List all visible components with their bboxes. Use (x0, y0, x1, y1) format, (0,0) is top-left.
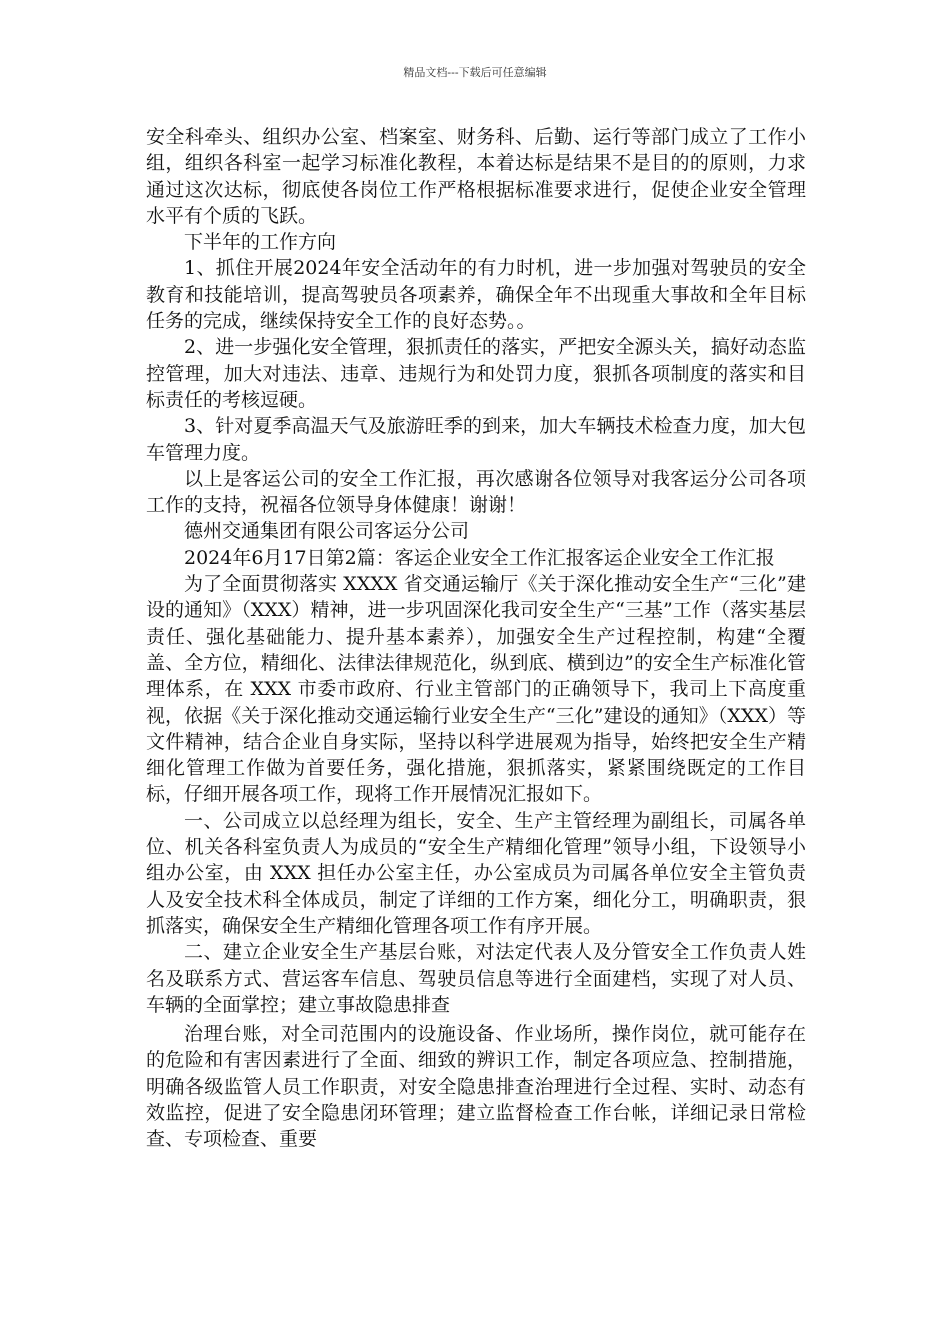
article-point-1: 一、公司成立以总经理为组长，安全、生产主管经理为副组长，司属各单位、机关各科室负责人为成员的“安全生产精细化管理”领导小组，下设领导小组办公室，由 XXX 担任办公室主任，办公室成员为司属各单位安全主管负责人及安全技术科全体成员，制定了详细的工作方案，细化分工，明确职责，狠抓落实，确保安全生产精细化管理各项工作有序开展。 (146, 809, 806, 937)
plan-item-2: 2、进一步强化安全管理，狠抓责任的落实，严把安全源头关，搞好动态监控管理，加大对违法、违章、违规行为和处罚力度，狠抓各项制度的落实和目标责任的考核逗硬。 (146, 336, 806, 411)
section-heading-second-half-plan: 下半年的工作方向 (184, 231, 337, 254)
plan-item-3: 3、针对夏季高温天气及旅游旺季的到来，加大车辆技术检查力度，加大包车管理力度。 (146, 415, 806, 464)
signature-company: 德州交通集团有限公司客运分公司 (184, 520, 470, 543)
page-header: 精品文档---下载后可任意编辑 (403, 66, 547, 79)
article-intro-paragraph: 为了全面贯彻落实 XXXX 省交通运输厅《关于深化推动安全生产“三化”建设的通知》（XXX）精神，进一步巩固深化我司安全生产“三基”工作（落实基层责任、强化基础能力、提升基本素养），加强安全生产过程控制，构建“全覆盖、全方位，精细化、法律法律规范化，纵到底、横到边”的安全生产标准化管理体系，在 XXX 市委市政府、行业主管部门的正确领导下，我司上下高度重视，依据《关于深化推动交通运输行业安全生产“三化”建设的通知》（XXX）等文件精神，结合企业自身实际，坚持以科学进展观为指导，始终把安全生产精细化管理工作做为首要任务，强化措施，狠抓落实，紧紧围绕既定的工作目标，仔细开展各项工作，现将工作开展情况汇报如下。 (146, 573, 806, 806)
article-point-2-continued: 治理台账，对全司范围内的设施设备、作业场所，操作岗位，就可能存在的危险和有害因素进行了全面、细致的辨识工作，制定各项应急、控制措施，明确各级监管人员工作职责，对安全隐患排查治理进行全过程、实时、动态有效监控，促进了安全隐患闭环管理；建立监督检查工作台帐，详细记录日常检查、专项检查、重要 (146, 1023, 806, 1151)
closing-remarks: 以上是客运公司的安全工作汇报，再次感谢各位领导对我客运分公司各项工作的支持，祝福各位领导身体健康！谢谢！ (146, 467, 806, 517)
document-body (146, 124, 806, 1153)
paragraph-continuation: 安全科牵头、组织办公室、档案室、财务科、后勤、运行等部门成立了工作小组，组织各科室一起学习标准化教程，本着达标是结果不是目的的原则，力求通过这次达标，彻底使各岗位工作严格根据标准要求进行，促使企业安全管理水平有个质的飞跃。 (146, 126, 806, 227)
plan-item-1: 1、抓住开展2024年安全活动年的有力时机，进一步加强对驾驶员的安全教育和技能培训，提高驾驶员各项素养，确保全年不出现重大事故和全年目标任务的完成，继续保持安全工作的良好态势。。 (146, 257, 806, 333)
article-point-2: 二、建立企业安全生产基层台账，对法定代表人及分管安全工作负责人姓名及联系方式、营运客车信息、驾驶员信息等进行全面建档，实现了对人员、车辆的全面掌控；建立事故隐患排查 (146, 941, 806, 1016)
date-and-second-article-title: 2024年6月17日第2篇：客运企业安全工作汇报客运企业安全工作汇报 (184, 546, 775, 569)
